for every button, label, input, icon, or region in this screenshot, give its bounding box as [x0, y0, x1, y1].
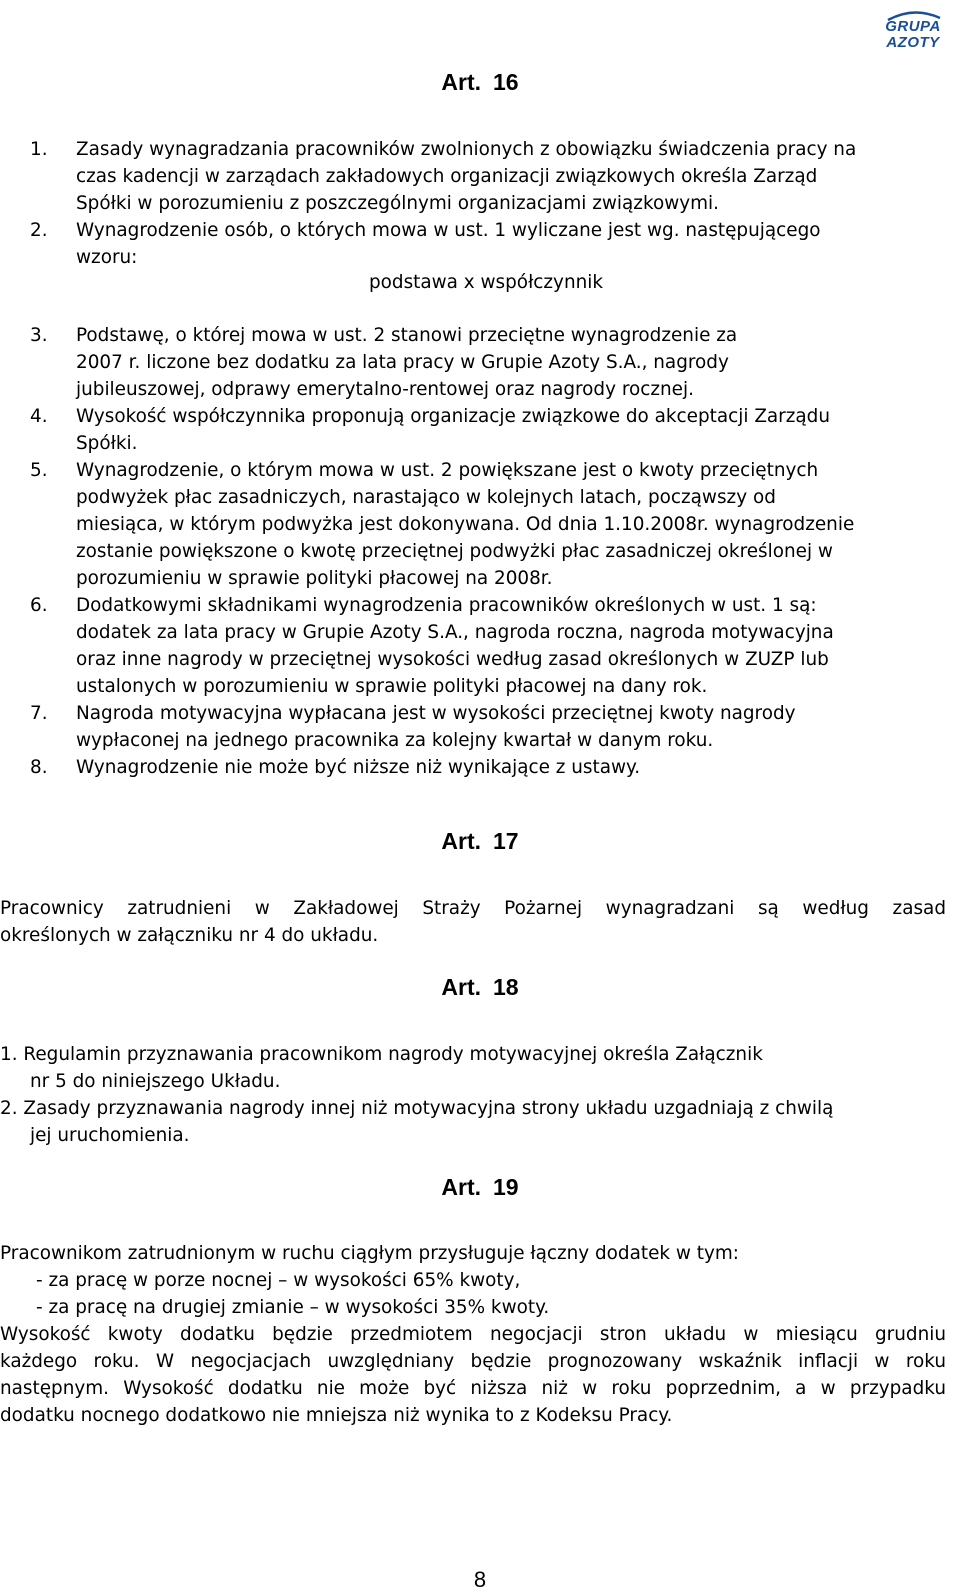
art18-item-1: 1. Regulamin przyznawania pracownikom nagrody motywacyjnej określa Załącznik nr 5 do niniejszego Układu.: [0, 1044, 763, 1092]
list-item: 8. Wynagrodzenie nie może być niższe niż wynikające z ustawy.: [30, 757, 641, 778]
logo-text-line1: GRUPA: [885, 18, 941, 35]
list-item: 7. Nagroda motywacyjna wypłacana jest w wysokości przeciętnej kwoty nagrody wypłaconej na jednego pracownika za kolejny kwartał w danym roku.: [30, 703, 796, 751]
art18-heading: Art. 18: [441, 974, 519, 1000]
list-item: 3. Podstawę, o której mowa w ust. 2 stanowi przeciętne wynagrodzenie za 2007 r. liczone bez dodatku za lata pracy w Grupie Azoty S.A., nagrody jubileuszowej, odprawy emerytalno-rentowej oraz nagrody rocznej.: [30, 325, 738, 400]
page-number: 8: [473, 1567, 487, 1592]
art18-item-2: 2. Zasady przyznawania nagrody innej niż motywacyjna strony układu uzgadniają z chwilą jej uruchomienia.: [0, 1098, 834, 1146]
logo-text-line2: AZOTY: [886, 34, 940, 51]
art19-paragraph: Pracownikom zatrudnionym w ruchu ciągłym przysługuje łączny dodatek w tym: - za pracę w porze nocnej – w wysokości 65% kwoty, - za pracę na drugiej zmianie – w wysokości 35% kwoty. Wysokość kwoty dodatku będzie przedmiotem negocjacji stron układu w miesiącu grudniu każdego roku. W negocjacjach uwzględniany będzie prognozowany wskaźnik inflacji w roku następnym. Wysokość dodatku nie może być niższa niż w roku poprzednim, a w przypadku dodatku nocnego dodatkowo nie mniejsza niż wynika to z Kodeksu Pracy.: [0, 1243, 946, 1426]
art19-heading: Art. 19: [441, 1174, 519, 1200]
list-item: 2. Wynagrodzenie osób, o których mowa w ust. 1 wyliczane jest wg. następującego wzoru:: [30, 220, 821, 268]
art17-heading: Art. 17: [441, 828, 519, 854]
art16-list-part2: [0, 322, 952, 781]
art17-paragraph: Pracownicy zatrudnieni w Zakładowej Straży Pożarnej wynagradzani są według zasad określonych w załączniku nr 4 do układu.: [0, 898, 946, 946]
list-item: 6. Dodatkowymi składnikami wynagrodzenia pracowników określonych w ust. 1 są: dodatek za lata pracy w Grupie Azoty S.A., nagroda roczna, nagroda motywacyjna oraz inne nagrody w przeciętnej wysokości według zasad określonych w ZUZP lub ustalonych w porozumieniu w sprawie polityki płacowej na dany rok.: [30, 595, 834, 697]
formula: podstawa x współczynnik: [368, 272, 604, 293]
art16-list-part1: [0, 136, 952, 271]
list-item: 4. Wysokość współczynnika proponują organizacje związkowe do akceptacji Zarządu Spółki.: [30, 406, 830, 454]
list-item: 5. Wynagrodzenie, o którym mowa w ust. 2 powiększane jest o kwoty przeciętnych podwyżek płac zasadniczych, narastająco w kolejnych latach, począwszy od miesiąca, w którym podwyżka jest dokonywana. Od dnia 1.10.2008r. wynagrodzenie zostanie powiększone o kwotę przeciętnej podwyżki płac zasadniczej określonej w porozumieniu w sprawie polityki płacowej na 2008r.: [30, 460, 855, 589]
art16-heading: Art. 16: [441, 69, 519, 95]
list-item: 1. Zasady wynagradzania pracowników zwolnionych z obowiązku świadczenia pracy na czas kadencji w zarządach zakładowych organizacji związkowych określa Zarząd Spółki w porozumieniu z poszczególnymi organizacjami związkowymi.: [30, 139, 857, 214]
grupa-azoty-logo: [880, 10, 950, 58]
